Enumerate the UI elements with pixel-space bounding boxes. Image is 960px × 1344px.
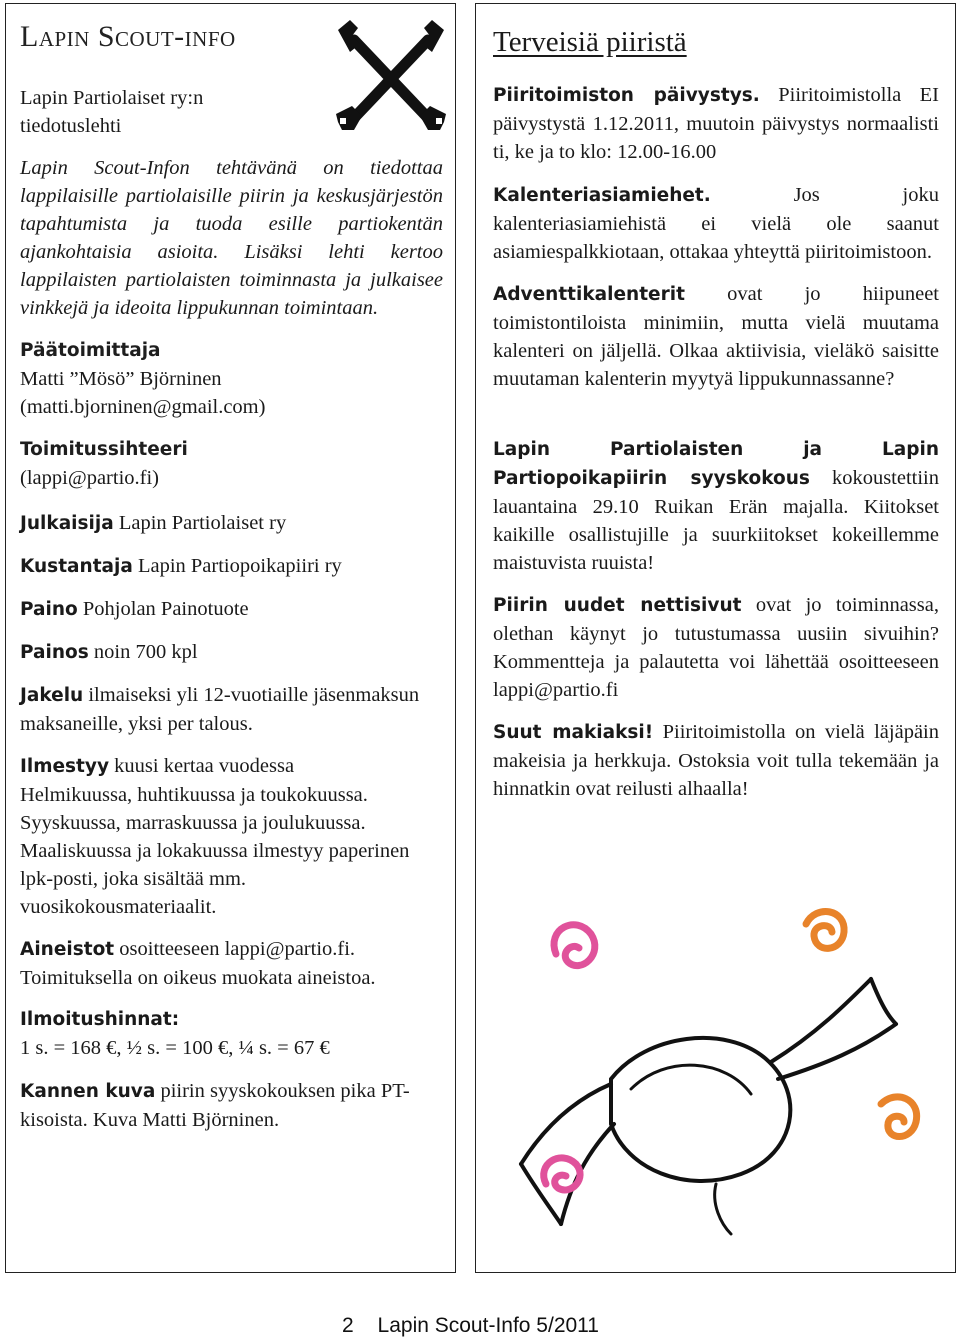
news-item-sweets (493, 718, 939, 803)
crossed-keys-logo (332, 18, 450, 140)
editor-email: (matti.bjorninen@gmail.com) (20, 396, 266, 418)
printer-row (20, 595, 443, 624)
page-number: 2 (342, 1314, 354, 1337)
news-item-sweets-text: Piiritoimistolla on vielä läjäpäin makeisia ja herkkuja. Ostoksia voit tulla tekemään ja hinnatkin ovat reilusti alhaalla! (493, 721, 939, 800)
news-item-meeting (493, 435, 939, 577)
masthead-title: Lapin Scout-info (20, 20, 236, 53)
printer-label: Paino (20, 599, 78, 620)
news-item-website-text: ovat jo toiminnassa, olethan käynyt jo tutustumassa uusiin sivuihin? Kommentteja ja palautetta voi lähettää osoitteeseen lappi@partio.fi (493, 594, 939, 701)
intro-paragraph: Lapin Scout-Infon tehtävänä on tiedottaa lappilaisille partiolaisille piirin ja keskusjärjestön tapahtumista ja tuoda esille partiokentän ajankohtaisia asioita. Lisäksi lehti kertoo lappilaisten partiolaisten toiminnasta ja julkaisee vinkkejä ja ideoita lippukunnan toimintaan. (20, 157, 443, 319)
secretary-label: Toimitussihteeri (20, 439, 188, 460)
masthead-panel (5, 3, 456, 1273)
materials-section (20, 935, 443, 992)
issuer-label: Kustantaja (20, 556, 133, 577)
publisher-row (20, 509, 443, 538)
edition-label: Painos (20, 642, 89, 663)
news-item-sweets-key: Suut makiaksi! (493, 722, 654, 743)
ads-label: Ilmoitushinnat: (20, 1009, 180, 1030)
secretary-email: (lappi@partio.fi) (20, 467, 159, 489)
news-item-website (493, 591, 939, 704)
secretary-section (20, 436, 443, 492)
cover-label: Kannen kuva (20, 1081, 156, 1102)
news-panel (475, 3, 956, 1273)
publisher-value: Lapin Partiolaiset ry (118, 512, 287, 534)
distribution-label: Jakelu (20, 685, 84, 706)
news-item-meeting-text: kokoustettiin lauantaina 29.10 Ruikan Erän majalla. Kiitokset kaikille osallistujille ja suurkiitokset kokeillemme maistuvista ruuista! (493, 467, 939, 574)
page-footer (342, 1314, 617, 1338)
ads-section (20, 1006, 443, 1062)
schedule-text: Helmikuussa, huhtikuussa ja toukokuussa. Syyskuussa, marraskuussa ja joulukuussa. Maaliskuussa ja lokakuussa ilmestyy paperinen lpk-posti, joka sisältää mm. vuosikokousmateriaalit. (20, 784, 410, 918)
news-item-advent-text: ovat jo hiipuneet toimistontiloista minimiin, mutta vielä muutama kalenteri on jäljellä. Olkaa aktiivisia, vieläkö saisitte muutaman kalenterin myytyä lippukunnassanne? (493, 283, 939, 390)
news-item-advent (493, 280, 939, 393)
issue-label: Lapin Scout-Info 5/2011 (377, 1314, 599, 1337)
cover-value: piirin syyskokouksen pika PT-kisoista. Kuva Matti Björninen. (20, 1080, 410, 1131)
editor-label: Päätoimittaja (20, 340, 161, 361)
subtitle: Lapin Partiolaiset ry:n tiedotuslehti (20, 87, 204, 137)
news-title: Terveisiä piiristä (493, 26, 687, 58)
candy-illustration (516, 884, 926, 1244)
editor-name: Matti ”Mösö” Björninen (20, 368, 222, 390)
news-item-office (493, 81, 939, 166)
news-item-website-key: Piirin uudet nettisivut (493, 595, 742, 616)
news-item-office-key: Piiritoimiston päivystys. (493, 85, 760, 106)
issuer-value: Lapin Partiopoikapiiri ry (137, 555, 342, 577)
materials-note: Toimituksella on oikeus muokata aineistoa. (20, 967, 376, 989)
news-item-office-text: Piiritoimistolla EI päivystystä 1.12.2011, muutoin päivystys normaalisti ti, ke ja to klo: 12.00-16.00 (493, 84, 939, 163)
schedule-section (20, 752, 443, 921)
materials-value: osoitteeseen lappi@partio.fi. (119, 938, 356, 960)
news-item-calendar-agents (493, 181, 939, 266)
printer-value: Pohjolan Painotuote (82, 598, 249, 620)
distribution-row (20, 681, 443, 738)
news-item-advent-key: Adventtikalenterit (493, 284, 685, 305)
edition-row (20, 638, 443, 667)
news-item-calendar-agents-text: Jos joku kalenteriasiamiehistä ei vielä ole saanut asiamiespalkkiotaan, ottakaa yhteyttä piiritoimistoon. (493, 184, 939, 263)
ads-value: 1 s. = 168 €, ½ s. = 100 €, ¼ s. = 67 € (20, 1037, 330, 1059)
cover-section (20, 1077, 443, 1134)
distribution-value: ilmaiseksi yli 12-vuotiaille jäsenmaksun maksaneille, yksi per talous. (20, 684, 420, 735)
publisher-label: Julkaisija (20, 513, 114, 534)
news-item-meeting-key: Lapin Partiolaisten ja Lapin Partiopoikapiirin syyskokous (493, 439, 939, 489)
materials-label: Aineistot (20, 939, 115, 960)
editor-section (20, 337, 443, 421)
issuer-row (20, 552, 443, 581)
schedule-lead: kuusi kertaa vuodessa (114, 755, 295, 777)
schedule-label: Ilmestyy (20, 756, 110, 777)
edition-value: noin 700 kpl (93, 641, 198, 663)
news-item-calendar-agents-key: Kalenteriasiamiehet. (493, 185, 711, 206)
